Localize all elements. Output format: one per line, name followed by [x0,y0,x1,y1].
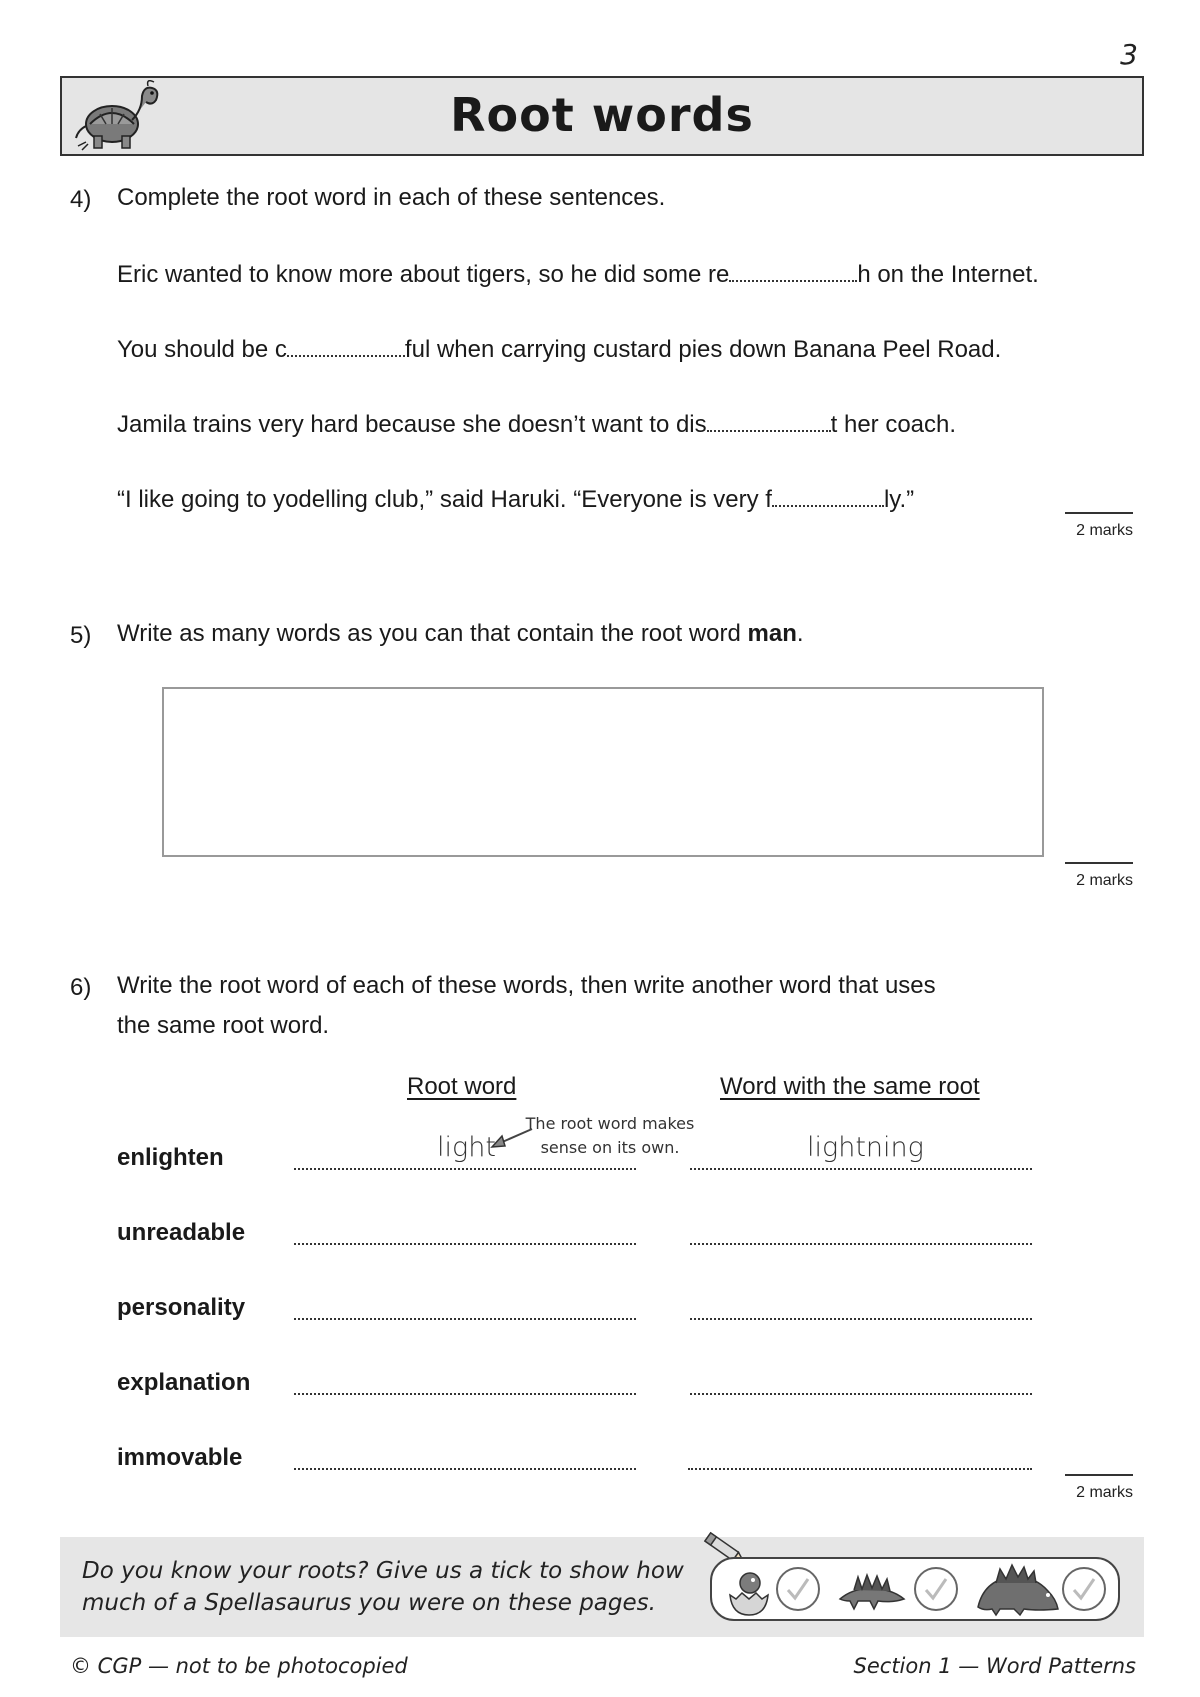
self-assessment-prompt [82,1555,684,1619]
dinosaur-icon [974,1561,1060,1617]
sentence-text-after: ly.” [883,486,915,513]
q4-sentence-1 [117,260,1039,289]
example-note [520,1112,700,1160]
word-personality: personality [117,1294,246,1321]
example-root-answer: light [437,1132,496,1163]
tick-icon [916,1569,956,1609]
same-root-answer-line[interactable] [690,1243,1032,1245]
copyright-notice: © CGP — not to be photocopied [70,1654,408,1678]
q5-marks: 2 marks [1076,872,1133,889]
q4-sentence-4 [117,485,914,514]
note-line-1: The root word makes [525,1114,695,1133]
instruction-line-1: Write the root word of each of these words, then write another word that uses [117,972,936,999]
baby-dinosaur-icon [724,1565,774,1617]
root-word-answer-line[interactable] [294,1468,636,1470]
q4-marks: 2 marks [1076,522,1133,539]
question-5-number: 5) [70,622,92,649]
root-word-answer-line[interactable] [294,1168,636,1170]
word-unreadable: unreadable [117,1219,246,1246]
word-immovable: immovable [117,1444,243,1471]
same-root-answer-line[interactable] [688,1468,1032,1470]
same-root-answer-line[interactable] [690,1168,1032,1170]
tick-box-baby[interactable] [776,1567,820,1611]
q6-marks: 2 marks [1076,1484,1133,1501]
title-bar [60,76,1144,156]
tick-box-dinosaur[interactable] [1062,1567,1106,1611]
self-assessment-bar [60,1537,1144,1637]
marks-line [1065,862,1133,864]
tick-panel [710,1557,1120,1621]
page-number: 3 [1120,38,1138,71]
section-label: Section 1 — Word Patterns [853,1654,1136,1678]
sentence-text-after: ful when carrying custard pies down Banana Peel Road. [404,336,1002,363]
tick-box-stegosaurus[interactable] [914,1567,958,1611]
prompt-line-2: much of a Spellasaurus you were on these pages. [82,1590,656,1616]
tick-icon [1064,1569,1104,1609]
stegosaurus-icon [834,1569,908,1613]
instruction-text: Write as many words as you can that contain the root word [117,620,748,647]
answer-box[interactable] [162,687,1044,857]
answer-blank[interactable] [707,410,831,432]
sentence-text-before: You should be c [117,336,287,363]
root-word-answer-line[interactable] [294,1393,636,1395]
sentence-text-after: h on the Internet. [857,261,1039,288]
word-explanation: explanation [117,1369,251,1396]
sentence-text-before: Jamila trains very hard because she doesn’t want to dis [117,411,707,438]
answer-blank[interactable] [287,335,405,357]
same-root-answer-line[interactable] [690,1393,1032,1395]
column-header-same-root: Word with the same root [720,1073,980,1100]
column-header-root-word: Root word [407,1073,517,1100]
question-4-number: 4) [70,186,92,213]
sentence-text-after: t her coach. [830,411,957,438]
answer-blank[interactable] [772,485,884,507]
question-6-instruction [117,966,936,1046]
root-word-answer-line[interactable] [294,1243,636,1245]
word-enlighten: enlighten [117,1144,224,1171]
root-word-answer-line[interactable] [294,1318,636,1320]
sentence-text-before: Eric wanted to know more about tigers, so he did some re [117,261,730,288]
page-title: Root words [450,88,754,142]
tick-icon [778,1569,818,1609]
question-5-instruction [117,614,804,654]
question-4-instruction: Complete the root word in each of these sentences. [117,184,666,211]
instruction-line-2: the same root word. [117,1012,330,1039]
answer-blank[interactable] [729,260,857,282]
same-root-answer-line[interactable] [690,1318,1032,1320]
prompt-line-1: Do you know your roots? Give us a tick to show how [82,1558,684,1584]
note-line-2: sense on its own. [540,1138,680,1157]
instruction-period: . [796,620,804,647]
example-same-root-answer: lightning [807,1132,924,1163]
sentence-text-before: “I like going to yodelling club,” said Haruki. “Everyone is very f [117,486,772,513]
marks-line [1065,512,1133,514]
question-6-number: 6) [70,974,92,1001]
q4-sentence-3 [117,410,956,439]
root-word-man: man [747,620,797,647]
q4-sentence-2 [117,335,1001,364]
marks-line [1065,1474,1133,1476]
